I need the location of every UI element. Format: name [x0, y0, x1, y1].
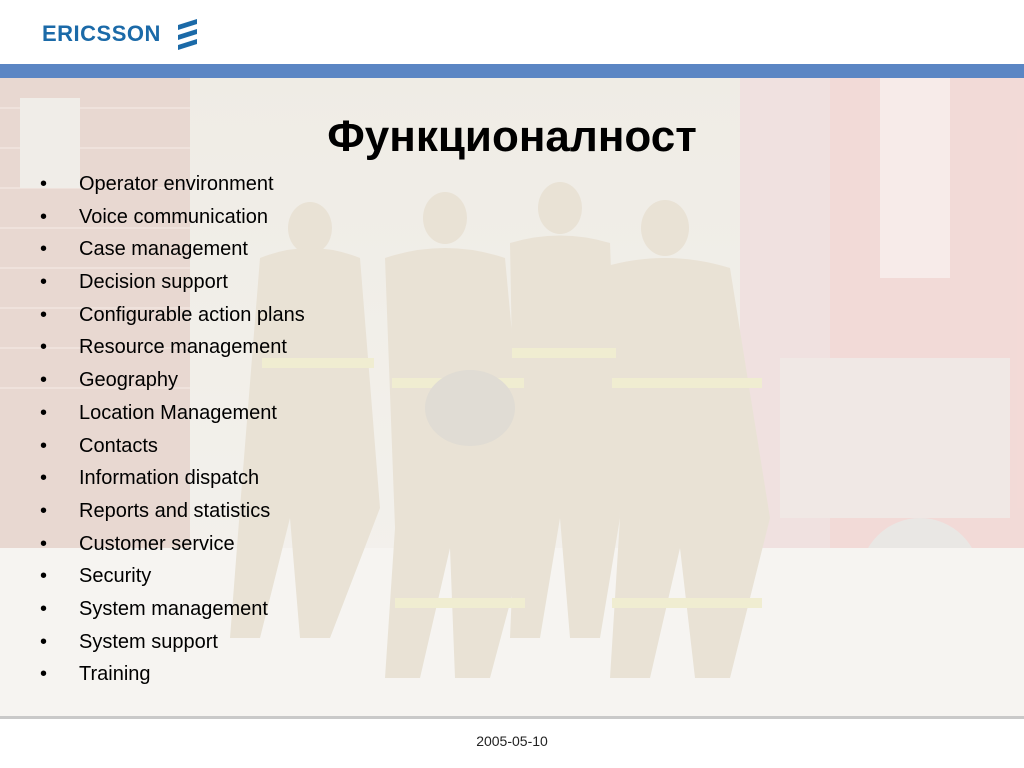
feature-list-item-label: Case management [79, 238, 248, 261]
bullet-marker: • [40, 336, 48, 359]
feature-list-item [40, 658, 305, 691]
feature-list-item-label: Geography [79, 369, 178, 392]
feature-list-item [40, 201, 305, 234]
feature-list [40, 168, 305, 691]
feature-list-item [40, 331, 305, 364]
bullet-marker: • [40, 663, 48, 686]
bullet-marker: • [40, 597, 48, 620]
feature-list-item [40, 397, 305, 430]
bullet-marker: • [40, 401, 48, 424]
feature-list-item [40, 560, 305, 593]
feature-list-item-label: Contacts [79, 434, 158, 457]
feature-list-item-label: System management [79, 597, 268, 620]
feature-list-item [40, 495, 305, 528]
bullet-marker: • [40, 238, 48, 261]
bullet-marker: • [40, 205, 48, 228]
slide-footer [0, 719, 1024, 768]
bullet-marker: • [40, 630, 48, 653]
feature-list-item-label: Location Management [79, 401, 277, 424]
ericsson-logo [42, 18, 201, 50]
feature-list-item-label: Training [79, 663, 151, 686]
ericsson-logo-icon [175, 18, 201, 50]
bullet-marker: • [40, 271, 48, 294]
footer-date: 2005-05-10 [476, 733, 548, 749]
feature-list-item-label: Customer service [79, 532, 235, 555]
feature-list-item-label: Resource management [79, 336, 287, 359]
feature-list-item-label: Reports and statistics [79, 499, 271, 522]
bullet-marker: • [40, 565, 48, 588]
feature-list-item [40, 168, 305, 201]
feature-list-item-label: Information dispatch [79, 467, 260, 490]
feature-list-item-label: Security [79, 565, 152, 588]
bullet-marker: • [40, 532, 48, 555]
feature-list-item [40, 299, 305, 332]
feature-list-item-label: System support [79, 630, 218, 653]
feature-list-item-label: Configurable action plans [79, 303, 305, 326]
feature-list-item-label: Decision support [79, 271, 228, 294]
feature-list-item [40, 626, 305, 659]
feature-list-item [40, 266, 305, 299]
feature-list-item [40, 430, 305, 463]
bullet-marker: • [40, 499, 48, 522]
feature-list-item [40, 593, 305, 626]
bullet-marker: • [40, 303, 48, 326]
bullet-marker: • [40, 173, 48, 195]
slide-title: Функционалност [327, 112, 697, 161]
feature-list-item [40, 462, 305, 495]
bullet-marker: • [40, 369, 48, 392]
logo-text: ERICSSON [42, 21, 161, 46]
slide-header [0, 0, 1024, 64]
bullet-marker: • [40, 467, 48, 490]
feature-list-item-label: Voice communication [79, 205, 268, 228]
feature-list-item [40, 528, 305, 561]
feature-list-item [40, 233, 305, 266]
bullet-marker: • [40, 434, 48, 457]
header-accent-bar [0, 64, 1024, 78]
feature-list-item-label: Operator environment [79, 173, 274, 195]
feature-list-item [40, 364, 305, 397]
